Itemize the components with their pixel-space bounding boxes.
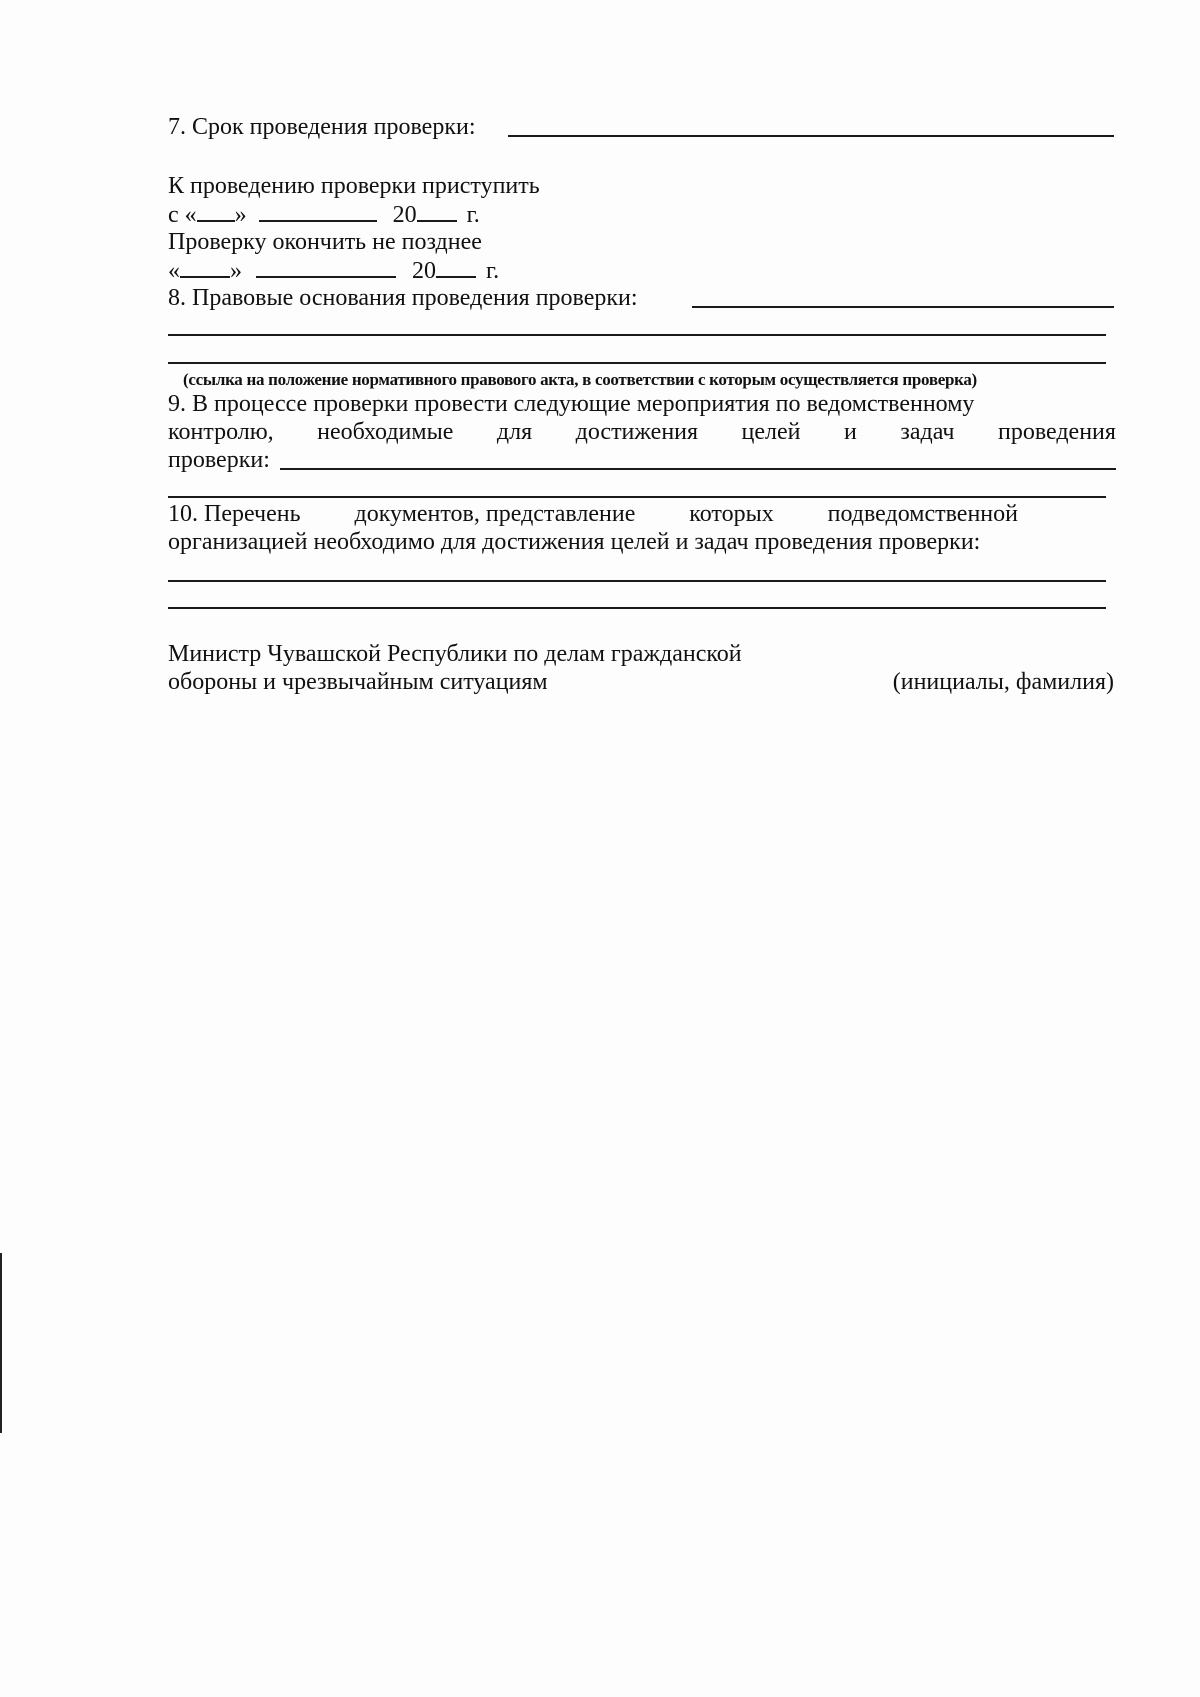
section-9-word: и — [844, 419, 857, 445]
section-9-word: задач — [900, 419, 955, 445]
section-7-label: 7. Срок проведения проверки: — [168, 114, 476, 140]
section-8-fill-line-3 — [168, 362, 1106, 364]
section-7-fill-line — [508, 135, 1114, 137]
start-day-blank — [197, 200, 235, 222]
section-8-fill-line-2 — [168, 334, 1106, 336]
start-date-close-quote: » — [234, 202, 247, 228]
section-8-note: (ссылка на положение нормативного правового акта, в соответствии с которым осуществляется проверка) — [183, 370, 977, 389]
section-9-word: проведения — [997, 419, 1116, 445]
section-9-word: достижения — [575, 419, 699, 445]
end-day-blank — [180, 256, 230, 278]
section-9-word: для — [496, 419, 533, 445]
section-10-word: 10. Перечень — [168, 501, 301, 527]
start-instruction: К проведению проверки приступить — [168, 173, 540, 199]
end-month-blank — [256, 256, 396, 278]
end-year-prefix: 20 — [412, 258, 436, 284]
start-date-row — [168, 200, 480, 229]
end-date-prefix: « — [168, 258, 180, 284]
section-10-word: документов, представление — [354, 501, 636, 527]
section-9-fill-line-2 — [168, 496, 1106, 498]
section-10-word: которых — [689, 501, 774, 527]
section-9-line-2 — [168, 418, 1116, 446]
section-9-line-3: проверки: — [168, 447, 270, 473]
section-9-fill-line-1 — [280, 468, 1116, 470]
start-month-blank — [259, 200, 377, 222]
section-10-fill-line-2 — [168, 607, 1106, 609]
section-9-line-1: 9. В процессе проверки провести следующие мероприятия по ведомственному — [168, 391, 975, 417]
section-10-word: подведомственной — [827, 501, 1018, 527]
section-8-label: 8. Правовые основания проведения проверки: — [168, 285, 638, 311]
start-year-prefix: 20 — [392, 202, 417, 228]
section-10-line-2: организацией необходимо для достижения целей и задач проведения проверки: — [168, 529, 981, 555]
scan-edge-mark — [0, 1253, 2, 1433]
signatory-name-placeholder: (инициалы, фамилия) — [892, 669, 1114, 695]
section-9-word: контролю, — [168, 419, 274, 445]
section-9-word: необходимые — [317, 419, 454, 445]
start-year-blank — [417, 200, 457, 222]
section-10-line-1 — [168, 500, 1018, 528]
end-instruction: Проверку окончить не позднее — [168, 229, 482, 255]
signatory-title-line-1: Министр Чувашской Республики по делам гражданской — [168, 641, 742, 667]
start-year-suffix: г. — [466, 202, 480, 228]
start-date-prefix: с « — [168, 202, 197, 228]
signatory-title-line-2: обороны и чрезвычайным ситуациям — [168, 669, 548, 695]
end-date-close-quote: » — [230, 258, 242, 284]
section-10-fill-line-1 — [168, 580, 1106, 582]
end-date-row — [168, 256, 499, 285]
section-9-word: целей — [741, 419, 801, 445]
end-year-blank — [436, 256, 476, 278]
section-8-fill-line-1 — [692, 306, 1114, 308]
end-year-suffix: г. — [486, 258, 500, 284]
